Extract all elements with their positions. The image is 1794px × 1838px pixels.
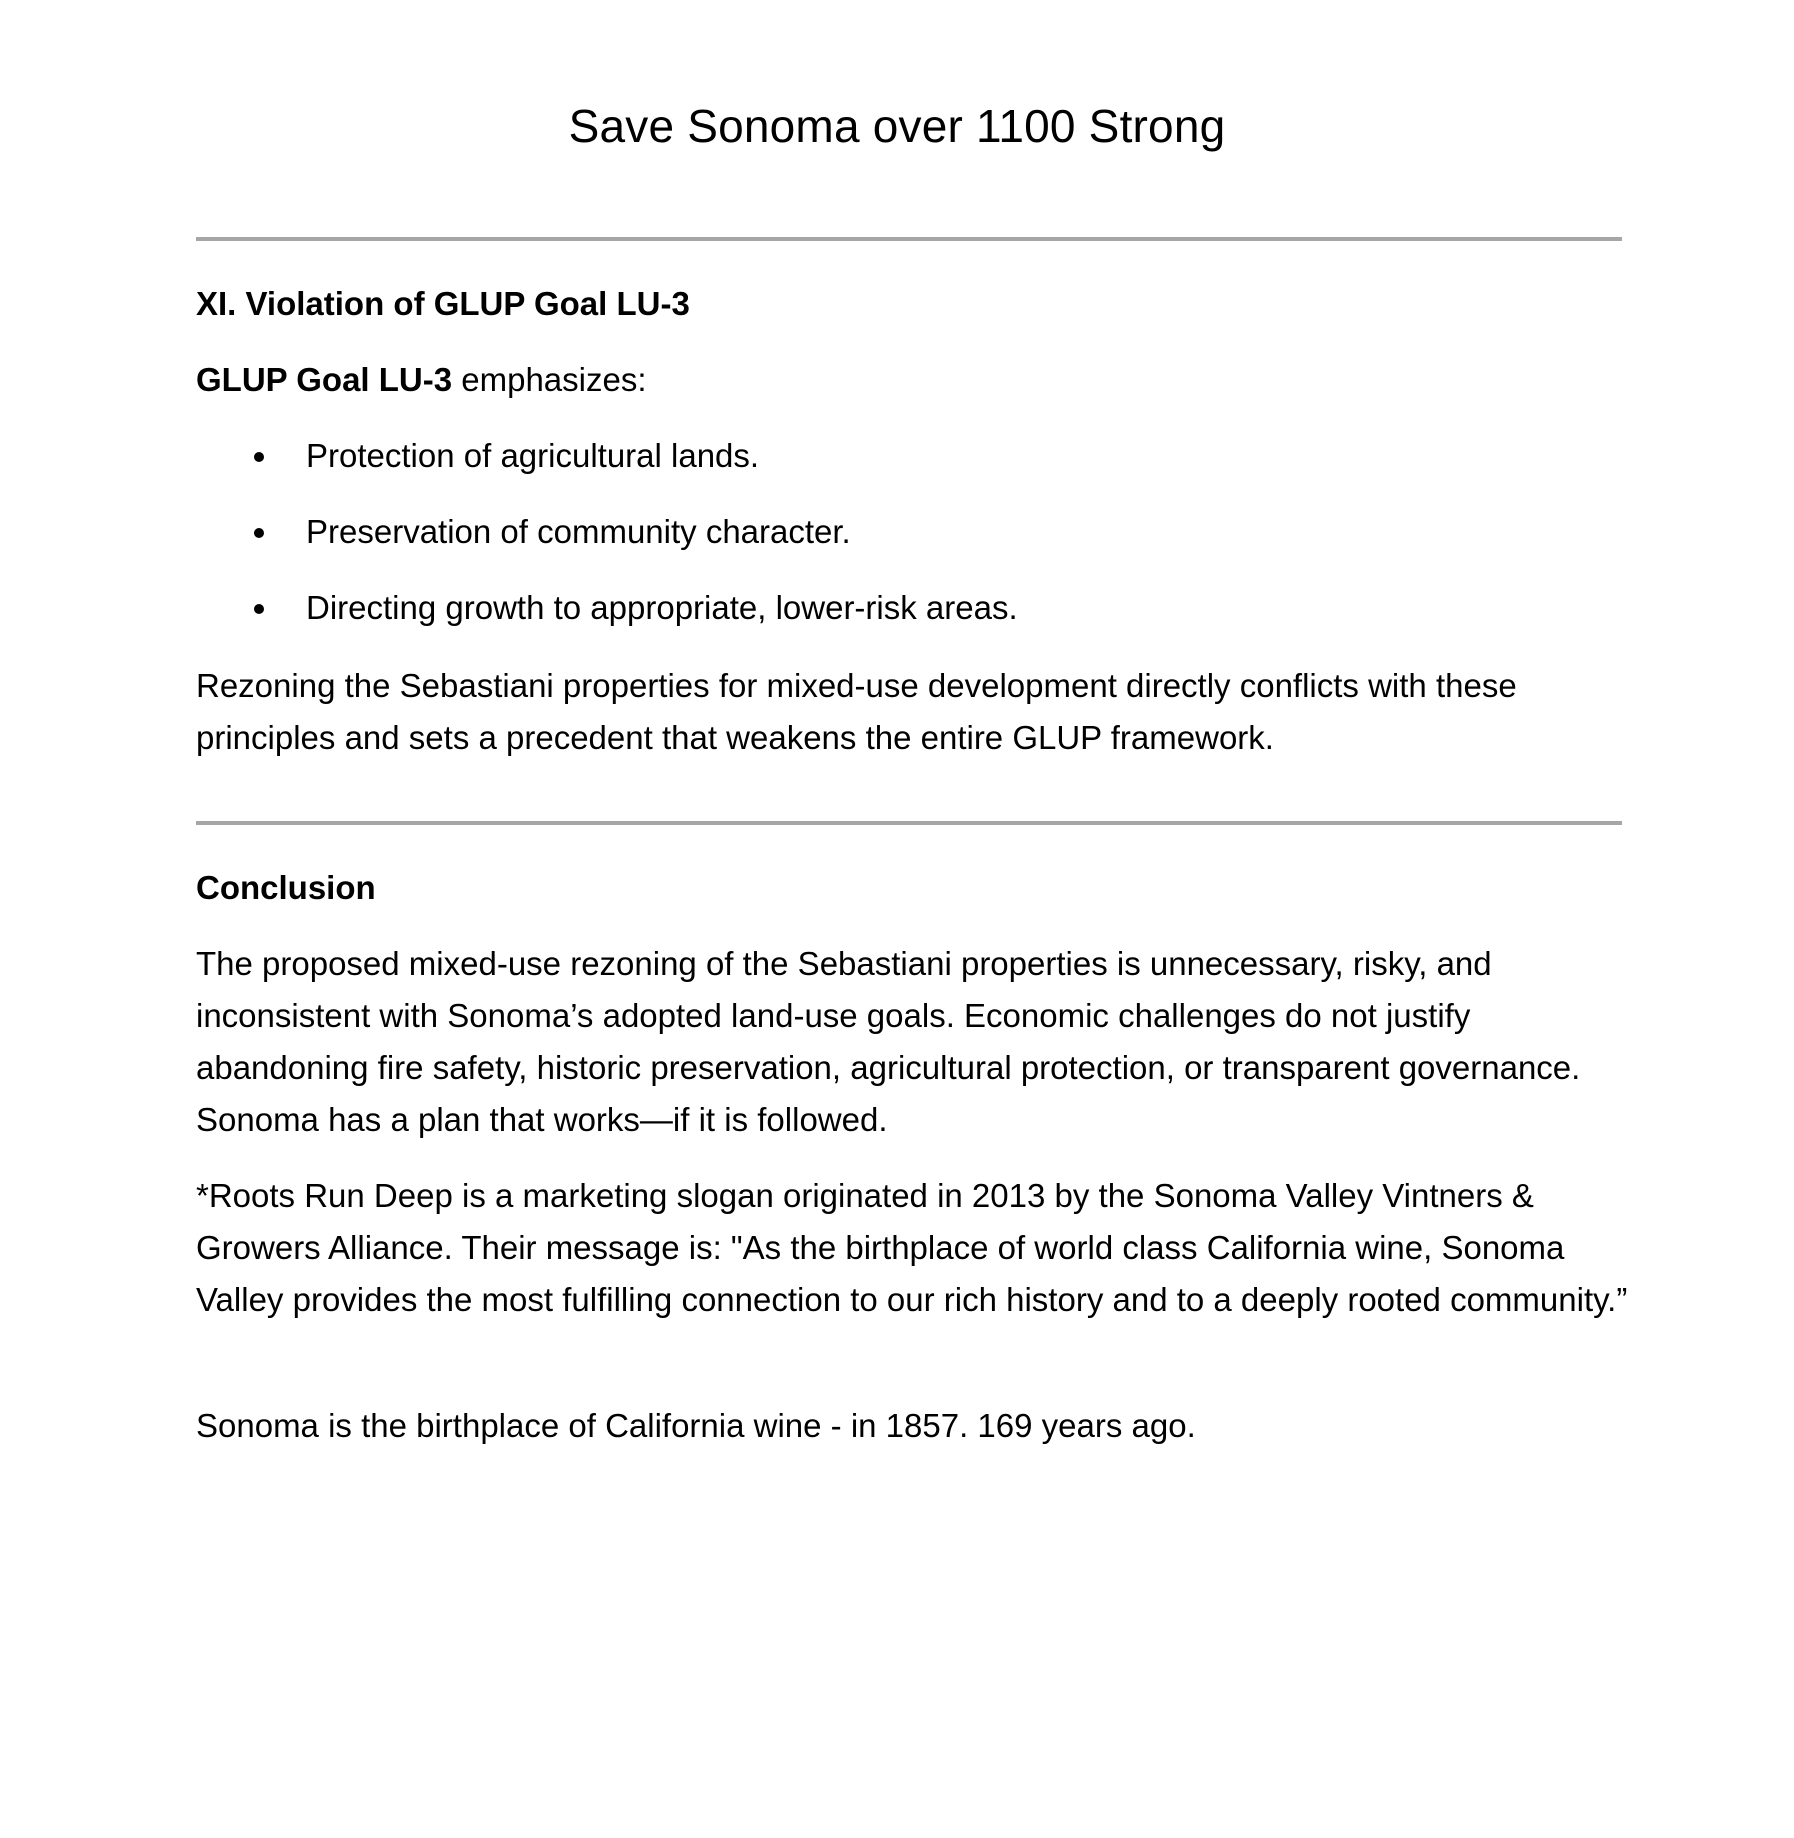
closing-paragraph: Sonoma is the birthplace of California wine - in 1857. 169 years ago. <box>196 1407 1196 1444</box>
horizontal-rule-middle <box>196 821 1622 825</box>
conclusion-paragraph: The proposed mixed-use rezoning of the Sebastiani properties is unnecessary, risky, and inconsistent with Sonoma’s adopted land-use goals. Economic challenges do not justify abandoning fire safety, historic preservation, agricultural protection, or transparent governance. Sonoma has a plan that works—if it is followed. <box>196 945 1581 1138</box>
section-xi-intro-bold: GLUP Goal LU-3 <box>196 361 453 398</box>
bullet-icon <box>254 604 264 614</box>
list-item <box>196 430 1636 482</box>
section-xi-bullet-list <box>196 430 1636 658</box>
section-xi-paragraph: Rezoning the Sebastiani properties for mixed-use development directly conflicts with these principles and sets a precedent that weakens the entire GLUP framework. <box>196 667 1517 756</box>
list-item <box>196 506 1636 558</box>
footnote-paragraph: *Roots Run Deep is a marketing slogan originated in 2013 by the Sonoma Valley Vintners & Growers Alliance. Their message is: "As the birthplace of world class California wine, Sonoma Valley provides the most fulfilling connection to our rich history and to a deeply rooted community.” <box>196 1177 1628 1318</box>
page-title: Save Sonoma over 1100 Strong <box>568 100 1226 152</box>
section-xi-heading: XI. Violation of GLUP Goal LU-3 <box>196 285 690 322</box>
list-item-text: Directing growth to appropriate, lower-risk areas. <box>306 589 1018 626</box>
list-item-text: Preservation of community character. <box>306 513 851 550</box>
conclusion-heading: Conclusion <box>196 869 376 906</box>
section-xi-intro-rest: emphasizes: <box>452 361 647 398</box>
list-item-text: Protection of agricultural lands. <box>306 437 760 474</box>
horizontal-rule-top <box>196 237 1622 241</box>
section-xi-intro <box>196 354 1636 406</box>
list-item <box>196 582 1636 634</box>
bullet-icon <box>254 452 264 462</box>
bullet-icon <box>254 528 264 538</box>
